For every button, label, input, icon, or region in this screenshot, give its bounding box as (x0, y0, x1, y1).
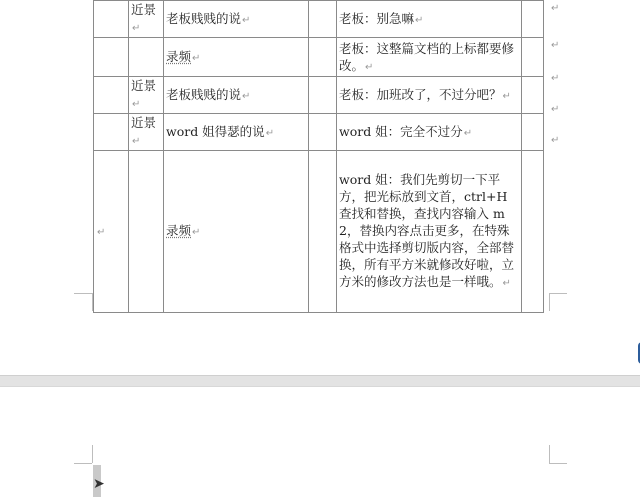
page-gap (0, 375, 640, 387)
cell-empty[interactable] (309, 151, 337, 313)
cell-empty[interactable] (309, 1, 337, 38)
cell-empty[interactable] (94, 1, 129, 38)
cell-dialogue[interactable]: word 姐：完全不过分↵ (337, 114, 522, 151)
cell-empty[interactable] (94, 77, 129, 114)
cell-empty[interactable] (309, 77, 337, 114)
mouse-pointer-icon: ➤ (93, 476, 105, 492)
cell-empty[interactable]: ↵ (94, 151, 129, 313)
cell-shot[interactable]: 近景↵ (129, 77, 164, 114)
margin-corner-mark (549, 293, 550, 311)
end-of-row-mark: ↵ (551, 3, 560, 14)
cell-shot[interactable]: 近景↵ (129, 1, 164, 38)
margin-corner-mark (74, 293, 92, 294)
cell-dialogue[interactable]: 老板：这整篇文档的上标都要修改。↵ (337, 38, 522, 77)
storyboard-table (93, 0, 544, 313)
end-of-row-mark: ↵ (551, 40, 560, 51)
end-of-row-mark: ↵ (551, 104, 560, 115)
cell-scene[interactable]: 录频↵ (164, 151, 309, 313)
end-of-row-mark: ↵ (551, 73, 560, 84)
table-row (94, 77, 544, 114)
cell-empty[interactable] (522, 1, 544, 38)
cell-dialogue[interactable]: 老板：加班改了，不过分吧？↵ (337, 77, 522, 114)
margin-corner-mark (92, 445, 93, 463)
cell-empty[interactable] (522, 151, 544, 313)
margin-corner-mark (549, 463, 567, 464)
table-row (94, 151, 544, 313)
table-row (94, 38, 544, 77)
cell-empty[interactable] (309, 38, 337, 77)
cell-shot[interactable]: 近景↵ (129, 114, 164, 151)
cell-empty[interactable] (94, 38, 129, 77)
cell-scene[interactable]: 录频↵ (164, 38, 309, 77)
cell-dialogue[interactable]: word 姐：我们先剪切一下平方，把光标放到文首，ctrl+H 查找和替换，查找内容输入 m2，替换内容点击更多，在特殊格式中选择剪切版内容，全部替换，所有平方米就修改好啦，立方米的修改方法也是一样哦。↵ (337, 151, 522, 313)
margin-corner-mark (549, 445, 550, 463)
table-row (94, 1, 544, 38)
cell-dialogue[interactable]: 老板：别急嘛↵ (337, 1, 522, 38)
margin-corner-mark (549, 293, 567, 294)
cell-empty[interactable] (522, 114, 544, 151)
end-of-row-mark: ↵ (551, 135, 560, 146)
cell-shot[interactable] (129, 38, 164, 77)
cell-empty[interactable] (522, 77, 544, 114)
margin-corner-mark (92, 293, 93, 311)
cell-scene[interactable]: 老板贱贱的说↵ (164, 77, 309, 114)
table-row (94, 114, 544, 151)
margin-corner-mark (74, 463, 92, 464)
cell-scene[interactable]: word 姐得瑟的说↵ (164, 114, 309, 151)
cell-empty[interactable] (522, 38, 544, 77)
cell-shot[interactable] (129, 151, 164, 313)
cell-empty[interactable] (309, 114, 337, 151)
cell-scene[interactable]: 老板贱贱的说↵ (164, 1, 309, 38)
cell-empty[interactable] (94, 114, 129, 151)
